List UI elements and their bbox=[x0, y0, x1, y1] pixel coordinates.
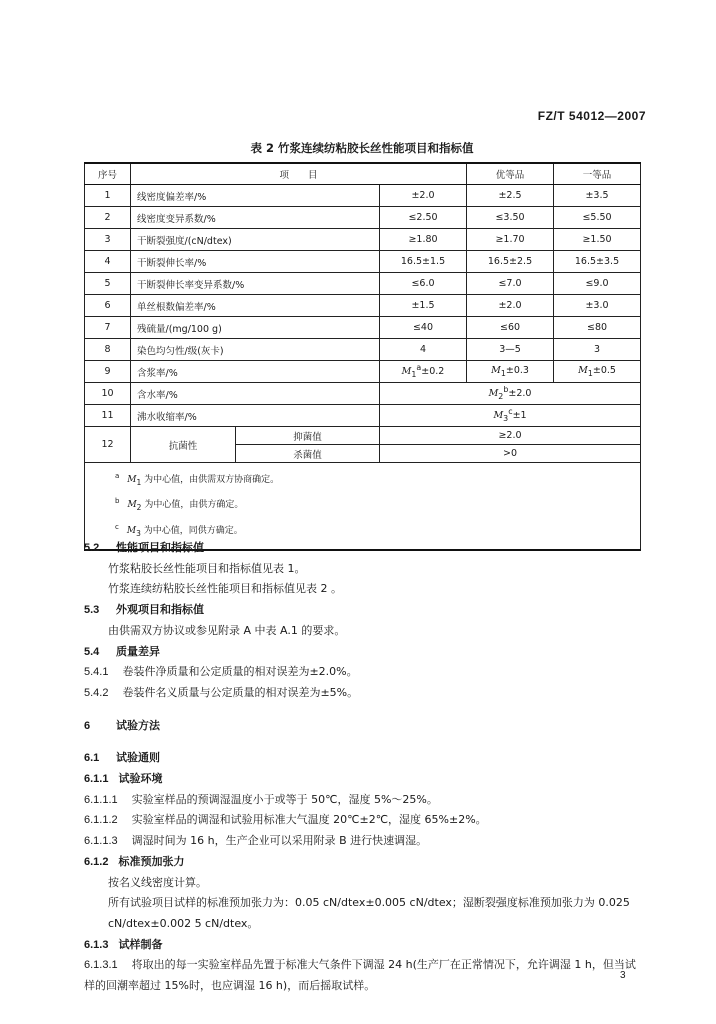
row-value-superior: $M_1^a\pm 0.2$ bbox=[380, 361, 467, 383]
row-no: 6 bbox=[85, 295, 131, 317]
row-no: 5 bbox=[85, 273, 131, 295]
row-item: 残硫量/(mg/100 g) bbox=[131, 317, 380, 339]
paragraph: 竹浆连续纺粘胶长丝性能项目和指标值见表 2 。 bbox=[108, 582, 342, 596]
table-row bbox=[85, 273, 641, 295]
row-value-qualified: ±3.5 bbox=[554, 185, 641, 207]
standard-code: FZ/T 54012—2007 bbox=[537, 109, 646, 123]
section-heading: 6.1.1 试验环境 bbox=[84, 772, 163, 786]
table-row bbox=[85, 229, 641, 251]
row-value-first: ≤60 bbox=[467, 317, 554, 339]
row-no: 7 bbox=[85, 317, 131, 339]
header-item: 项 目 bbox=[131, 163, 467, 185]
section-heading: 5.2 性能项目和指标值 bbox=[84, 541, 204, 554]
clause: 6.1.1.2 实验室样品的调湿和试验用标准大气温度 20℃±2℃，湿度 65%±2%。 bbox=[84, 813, 487, 827]
section-heading: 6.1.2 标准预加张力 bbox=[84, 854, 185, 868]
row-value-superior: ±1.5 bbox=[380, 295, 467, 317]
row-value-merged: $M_3^c\pm 1$ bbox=[380, 405, 641, 427]
row-value-first: ≤3.50 bbox=[467, 207, 554, 229]
table-notes-row bbox=[85, 463, 641, 550]
clause: 6.1.1.1 实验室样品的预调湿温度小于或等于 50℃，湿度 5%～25%。 bbox=[84, 792, 438, 806]
header-grade-superior: 优等品 bbox=[467, 163, 554, 185]
table-row bbox=[85, 383, 641, 405]
row-item: 含浆率/% bbox=[131, 361, 380, 383]
clause: 5.4.2 卷装件名义质量与公定质量的相对误差为±5%。 bbox=[84, 685, 359, 699]
row-no: 12 bbox=[85, 427, 131, 463]
row-no: 1 bbox=[85, 185, 131, 207]
row-value-first: $M_1\pm 0.3$ bbox=[467, 361, 554, 383]
table-note: $^c$ $M_3$ 为中心值，同供方确定。 bbox=[115, 522, 243, 538]
paragraph: 竹浆粘胶长丝性能项目和指标值见表 1。 bbox=[108, 561, 306, 575]
row-item: 线密度偏差率/% bbox=[131, 185, 380, 207]
row-subitem-value: >0 bbox=[380, 445, 641, 463]
row-no: 9 bbox=[85, 361, 131, 383]
row-value-first: ±2.0 bbox=[467, 295, 554, 317]
row-value-qualified: 3 bbox=[554, 339, 641, 361]
section-heading: 5.4 质量差异 bbox=[84, 644, 160, 658]
table-row bbox=[85, 361, 641, 383]
row-item: 线密度变异系数/% bbox=[131, 207, 380, 229]
row-value-qualified: ≤80 bbox=[554, 317, 641, 339]
table-header-row bbox=[85, 163, 641, 185]
paragraph: 由供需双方协议或参见附录 A 中表 A.1 的要求。 bbox=[108, 623, 346, 637]
row-value-superior: ±2.0 bbox=[380, 185, 467, 207]
table-notes bbox=[85, 463, 641, 550]
section-heading: 6.1.3 试样制备 bbox=[84, 937, 163, 951]
table-row bbox=[85, 185, 641, 207]
row-subitem-label: 杀菌值 bbox=[236, 445, 380, 463]
row-no: 8 bbox=[85, 339, 131, 361]
row-value-first: ≤7.0 bbox=[467, 273, 554, 295]
row-item: 沸水收缩率/% bbox=[131, 405, 380, 427]
table-note: $^b$ $M_2$ 为中心值，由供方确定。 bbox=[115, 497, 244, 513]
row-value-qualified: ±3.0 bbox=[554, 295, 641, 317]
clause: 6.1.3.1 将取出的每一实验室样品先置于标准大气条件下调湿 24 h(生产厂在正常情况下，允许调湿 1 h，但当试样的回潮率超过 15%时，也应调湿 16 h)，而后摇取试样。 bbox=[84, 958, 636, 993]
row-value-qualified: ≥1.50 bbox=[554, 229, 641, 251]
row-no: 10 bbox=[85, 383, 131, 405]
row-item: 单丝根数偏差率/% bbox=[131, 295, 380, 317]
row-value-superior: 4 bbox=[380, 339, 467, 361]
table-title: 表 2 竹浆连续纺粘胶长丝性能项目和指标值 bbox=[250, 141, 474, 155]
row-value-superior: ≥1.80 bbox=[380, 229, 467, 251]
row-item: 干断裂伸长率/% bbox=[131, 251, 380, 273]
row-value-superior: ≤40 bbox=[380, 317, 467, 339]
row-item: 含水率/% bbox=[131, 383, 380, 405]
row-item: 干断裂伸长率变异系数/% bbox=[131, 273, 380, 295]
row-value-qualified: $M_1\pm 0.5$ bbox=[554, 361, 641, 383]
row-no: 4 bbox=[85, 251, 131, 273]
table-row bbox=[85, 427, 641, 445]
row-subitem-value: ≥2.0 bbox=[380, 427, 641, 445]
row-no: 2 bbox=[85, 207, 131, 229]
row-value-qualified: ≤5.50 bbox=[554, 207, 641, 229]
row-value-first: ≥1.70 bbox=[467, 229, 554, 251]
row-value-first: 16.5±2.5 bbox=[467, 251, 554, 273]
row-subitem-label: 抑菌值 bbox=[236, 427, 380, 445]
row-value-qualified: ≤9.0 bbox=[554, 273, 641, 295]
spec-table bbox=[84, 162, 641, 551]
section-heading: 5.3 外观项目和指标值 bbox=[84, 603, 204, 617]
table-row bbox=[85, 295, 641, 317]
header-grade-first: 一等品 bbox=[554, 163, 641, 185]
clause: 6.1.1.3 调湿时间为 16 h，生产企业可以采用附录 B 进行快速调湿。 bbox=[84, 834, 428, 848]
row-value-first: 3—5 bbox=[467, 339, 554, 361]
row-item: 抗菌性 bbox=[131, 427, 236, 463]
row-value-superior: 16.5±1.5 bbox=[380, 251, 467, 273]
paragraph: 按名义线密度计算。 bbox=[108, 875, 207, 889]
clause: 5.4.1 卷装件净质量和公定质量的相对误差为±2.0%。 bbox=[84, 665, 358, 679]
paragraph: 所有试验项目试样的标准预加张力为：0.05 cN/dtex±0.005 cN/dtex；湿断裂强度标准预加张力为 0.025 cN/dtex±0.002 5 cN/dtex。 bbox=[108, 896, 630, 930]
row-item: 染色均匀性/级(灰卡) bbox=[131, 339, 380, 361]
table-note: $^a$ $M_1$ 为中心值，由供需双方协商确定。 bbox=[115, 472, 280, 487]
header-no: 序号 bbox=[85, 163, 131, 185]
table-row bbox=[85, 405, 641, 427]
page-number: 3 bbox=[620, 970, 626, 981]
table-row bbox=[85, 207, 641, 229]
table-row bbox=[85, 317, 641, 339]
row-value-superior: ≤2.50 bbox=[380, 207, 467, 229]
body-text bbox=[84, 538, 646, 997]
section-heading: 6 试验方法 bbox=[84, 718, 160, 732]
section-heading: 6.1 试验通则 bbox=[84, 751, 160, 765]
table-row bbox=[85, 339, 641, 361]
row-value-superior: ≤6.0 bbox=[380, 273, 467, 295]
table-row bbox=[85, 251, 641, 273]
row-no: 11 bbox=[85, 405, 131, 427]
row-item: 干断裂强度/(cN/dtex) bbox=[131, 229, 380, 251]
row-value-qualified: 16.5±3.5 bbox=[554, 251, 641, 273]
row-no: 3 bbox=[85, 229, 131, 251]
row-value-first: ±2.5 bbox=[467, 185, 554, 207]
row-value-merged: $M_2^b\pm 2.0$ bbox=[380, 383, 641, 405]
